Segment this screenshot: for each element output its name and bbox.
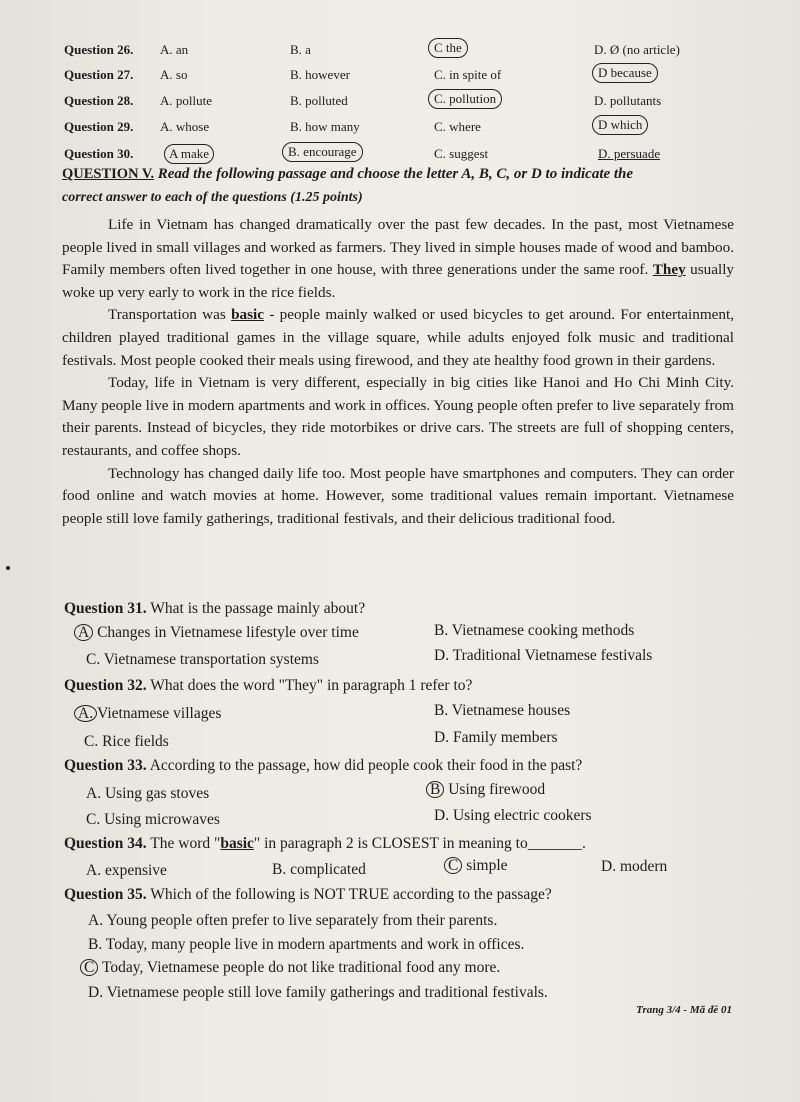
option-a: A. an — [160, 42, 189, 57]
paragraph-text: usually woke up very early to work in the rice fields. — [62, 261, 735, 301]
paragraph-text: - people mainly walked or used bicycles to get around. For entertainment, children played traditional games in the village square, while adults enjoyed folk music and traditional festivals. Most people cooked their meals using firewood, and they ate healthy food grown in their gardens. — [62, 306, 735, 369]
paragraph-text: Transportation was — [108, 306, 226, 324]
option-a — [74, 705, 221, 723]
question-label: Question 31. — [64, 600, 147, 617]
question-32 — [64, 677, 472, 695]
option-d-circled: D which — [592, 115, 648, 135]
option-b — [426, 781, 545, 799]
question-label: Question 27. — [64, 67, 134, 82]
question-label: Question 35. — [64, 886, 147, 903]
option-d-circled: D because — [592, 63, 658, 83]
option-text: Using firewood — [448, 781, 546, 798]
question-text: " in paragraph 2 is CLOSEST in meaning to_______. — [253, 835, 586, 852]
option-b: B. polluted — [290, 93, 348, 108]
option-a: A. expensive — [86, 862, 167, 879]
question-text: The word " — [150, 835, 221, 852]
question-33 — [64, 757, 582, 775]
question-text: What is the passage mainly about? — [150, 600, 366, 617]
paragraph-4: Technology has changed daily life too. Most people have smartphones and computers. They can order food online and watch movies at home. However, some traditional values remain important. Vietnamese people still love family gatherings, traditional festivals, and their delicious traditional food. — [62, 464, 734, 527]
option-d: D. modern — [601, 858, 668, 875]
option-c — [444, 857, 508, 875]
option-c: C. Vietnamese transportation systems — [86, 651, 319, 668]
option-d: D. pollutants — [594, 93, 662, 108]
option-d: D. Traditional Vietnamese festivals — [434, 647, 653, 664]
question-label: Question 29. — [64, 119, 134, 134]
question-label: Question 32. — [64, 677, 147, 694]
option-b: B. Vietnamese cooking methods — [434, 622, 635, 639]
circled-answer: C — [80, 959, 98, 976]
option-a-circled: A make — [164, 144, 214, 164]
option-c: C. in spite of — [434, 67, 502, 82]
question-text: Which of the following is NOT TRUE according to the passage? — [150, 886, 552, 903]
paragraph-1 — [62, 214, 734, 304]
option-b: B. Today, many people live in modern apartments and work in offices. — [88, 936, 525, 953]
section-label: QUESTION V. — [62, 166, 155, 182]
question-label: Question 30. — [64, 146, 134, 161]
option-a: A. pollute — [160, 93, 212, 108]
question-label: Question 28. — [64, 93, 134, 108]
section-instruction: Read the following passage and choose the letter A, B, C, or D to indicate the — [157, 166, 634, 182]
option-d: D. persuade — [598, 146, 661, 161]
question-text: According to the passage, how did people cook their food in the past? — [149, 757, 583, 774]
circled-answer: B — [426, 781, 444, 798]
option-a — [74, 624, 359, 642]
option-d: D. Using electric cookers — [434, 807, 592, 824]
option-b: B. complicated — [272, 861, 366, 878]
circled-answer: A. — [74, 705, 97, 722]
option-d: D. Vietnamese people still love family gatherings and traditional festivals. — [88, 984, 548, 1001]
option-d: D. Ø (no article) — [594, 42, 680, 57]
paragraph-3: Today, life in Vietnam is very different, especially in big cities like Hanoi and Ho Chi Minh City. Many people live in modern apartments and work in offices. Young people often prefer to live separately from their parents. Instead of bicycles, they ride motorbikes or drive cars. The streets are full of shopping centers, restaurants, and coffee shops. — [62, 374, 734, 459]
section-heading — [62, 166, 633, 183]
option-text: Changes in Vietnamese lifestyle over time — [97, 624, 359, 641]
option-c: C. where — [434, 119, 481, 134]
option-text: simple — [466, 857, 508, 874]
option-c-circled: C. pollution — [428, 89, 502, 109]
margin-dot — [6, 566, 10, 570]
option-b: B. a — [290, 42, 311, 57]
question-text: What does the word "They" in paragraph 1 refer to? — [150, 677, 473, 694]
circled-answer: A — [74, 624, 93, 641]
paragraph-text: Life in Vietnam has changed dramatically over the past few decades. In the past, most Vietnamese people lived in small villages and worked as farmers. They lived in simple houses made of wood and bamboo. Family members often lived together in one house, with three generations under the same roof. — [62, 216, 734, 279]
reading-passage — [62, 214, 734, 530]
option-b: B. however — [290, 67, 350, 82]
question-34 — [64, 835, 586, 853]
circled-answer: C — [444, 857, 462, 874]
option-a: A. Young people often prefer to live separately from their parents. — [88, 912, 498, 929]
option-c-circled: C the — [428, 38, 468, 58]
paragraph-2 — [62, 304, 734, 372]
underlined-word: basic — [220, 835, 254, 852]
option-c: C. Rice fields — [84, 733, 169, 750]
question-label: Question 34. — [64, 835, 147, 852]
question-31 — [64, 600, 365, 618]
page-footer: Trang 3/4 - Mã đề 01 — [636, 1004, 732, 1016]
option-d: D. Family members — [434, 729, 558, 746]
underlined-word: They — [652, 261, 686, 279]
underlined-word: basic — [231, 306, 265, 324]
option-c: C. Using microwaves — [86, 811, 220, 828]
section-instruction-cont: correct answer to each of the questions (1.25 points) — [62, 190, 363, 205]
option-b-circled: B. encourage — [282, 142, 363, 162]
option-text: Vietnamese villages — [97, 705, 222, 722]
option-b: B. how many — [290, 119, 360, 134]
option-b: B. Vietnamese houses — [434, 702, 571, 719]
question-label: Question 33. — [64, 757, 147, 774]
option-c: C. suggest — [434, 146, 489, 161]
option-c — [80, 959, 500, 977]
option-a: A. Using gas stoves — [86, 785, 210, 802]
option-a: A. whose — [160, 119, 210, 134]
option-a: A. so — [160, 67, 188, 82]
question-label: Question 26. — [64, 42, 134, 57]
option-text: Today, Vietnamese people do not like traditional food any more. — [101, 959, 501, 976]
question-35 — [64, 886, 552, 904]
